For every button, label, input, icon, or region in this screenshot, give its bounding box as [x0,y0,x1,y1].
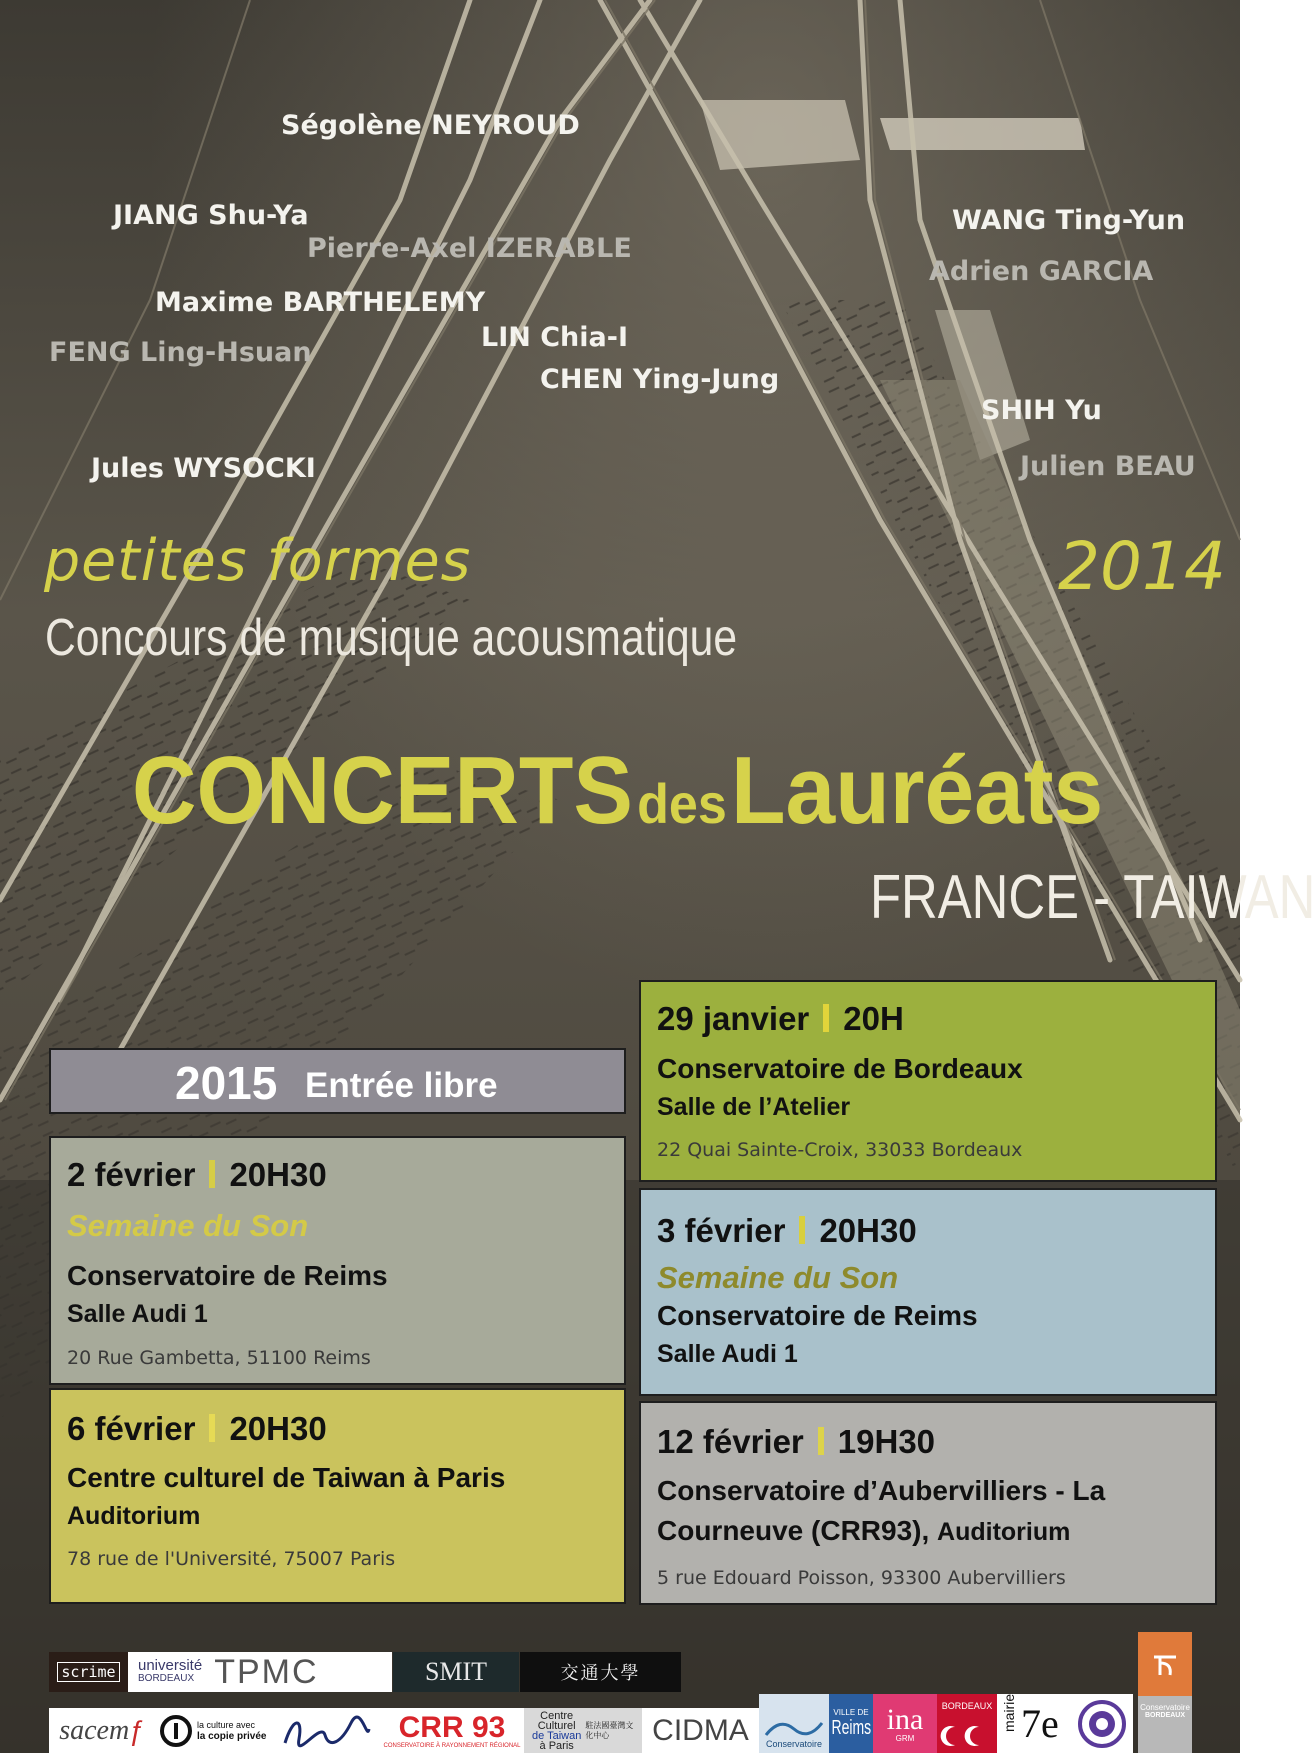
composer-feng: FENG Ling-Hsuan [49,337,312,368]
concert-paris-room: Auditorium [67,1502,201,1530]
copie-privee-text [197,1720,266,1742]
bordeaux-label: BORDEAUX [941,1700,993,1711]
countries: FRANCE - TAIWAN [870,863,1315,932]
concert-reims-2-room: Salle Audi 1 [657,1340,798,1368]
separator [799,1216,805,1244]
series-subtitle: Concours de musique acousmatique [45,609,738,667]
mairie-7e-logo [997,1694,1071,1753]
concert-bordeaux-venue: Conservatoire de Bordeaux [657,1053,1023,1084]
concert-paris-address: 78 rue de l'Université, 75007 Paris [67,1548,396,1570]
concert-bordeaux-room: Salle de l’Atelier [657,1093,851,1121]
smit-logo [393,1652,519,1692]
concert-reims-2-event: Semaine du Son [657,1260,899,1295]
concert-reims-1-event: Semaine du Son [67,1208,309,1243]
centre-culturel-taiwan-text [532,1711,581,1751]
composer-wysocki: Jules WYSOCKI [91,453,316,484]
copie-privee-line1: la culture avec [197,1719,256,1730]
sacem-logo [49,1708,155,1753]
concert-bordeaux-time: 20H [843,1000,904,1037]
concert-aubervilliers-address: 5 rue Edouard Poisson, 93300 Aubervilliers [657,1567,1066,1589]
ubx-logo [138,1659,202,1685]
concert-reims-1-date: 2 février [67,1156,196,1193]
crr93-logo-text: CRR 93 [398,1710,506,1744]
concert-reims-2 [639,1188,1217,1396]
composer-shih: SHIH Yu [981,395,1102,426]
conservatoire-icon-logo [1138,1632,1192,1696]
concert-reims-1-time: 20H30 [229,1156,327,1193]
centre-culturel-line4: à Paris [539,1739,574,1752]
nctu-logo [520,1652,681,1692]
conservatoire-reims-logo [759,1694,829,1753]
bordeaux-city-logo [937,1694,997,1753]
composer-jiang: JIANG Shu-Ya [113,200,309,231]
centre-culturel-chinese: 駐法國臺灣文化中心 [585,1720,634,1740]
concert-paris-datetime [67,1410,327,1448]
conservatoire-bordeaux-line2: BORDEAUX [1144,1712,1186,1719]
centre-culturel-line1: Centre [540,1709,574,1722]
concert-aubervilliers-venue-line1: Conservatoire d’Aubervilliers - La [657,1475,1106,1506]
composer-beau: Julien BEAU [1020,451,1196,482]
ville-de-label: VILLE DE [833,1707,869,1717]
separator [209,1160,215,1188]
ubx-logo-line1: université [138,1657,203,1674]
concert-reims-1-venue: Conservatoire de Reims [67,1260,388,1291]
separator [209,1414,215,1442]
ina-logo-text: ina [886,1702,924,1736]
concert-reims-1-address: 20 Rue Gambetta, 51100 Reims [67,1347,371,1369]
concert-paris-date: 6 février [67,1410,196,1447]
concert-reims-1-datetime [67,1156,327,1194]
grm-logo-text: GRM [895,1733,915,1743]
copie-privee-logo [155,1708,272,1753]
composer-garcia: Adrien GARCIA [929,256,1154,287]
series-year: 2014 [1058,528,1226,605]
concert-aubervilliers-room: Auditorium [937,1518,1071,1546]
concert-paris-time: 20H30 [229,1410,327,1447]
conservatoire-wave-icon [766,1717,822,1739]
headline [132,736,1103,846]
separator [818,1427,824,1455]
composer-wang: WANG Ting-Yun [952,205,1186,236]
composer-lin: LIN Chia-I [481,322,629,353]
copie-privee-icon [159,1714,193,1748]
centre-culturel-line2: Culturel [537,1719,576,1732]
university-seal-logo [1071,1694,1133,1753]
concert-bordeaux-datetime [657,1000,904,1038]
nctu-logo-text: 交通大學 [560,1663,641,1684]
headline-laureats: Lauréats [731,737,1104,844]
copie-privee-line2: la copie privée [197,1730,267,1742]
concert-paris [49,1388,626,1604]
scrime-logo [49,1652,128,1692]
banner-text: Entrée libre [305,1066,498,1105]
headline-concerts: CONCERTS [132,737,633,844]
centre-culturel-taiwan-logo [524,1708,642,1753]
sacem-logo-text: sacem [59,1714,130,1746]
separator [823,1004,829,1032]
concert-reims-2-time: 20H30 [819,1212,917,1249]
concert-aubervilliers-date: 12 février [657,1423,804,1460]
concert-reims-2-date: 3 février [657,1212,786,1249]
scrime-logo-text: scrime [57,1662,119,1682]
entree-libre-banner [49,1048,626,1114]
concert-paris-venue: Centre culturel de Taiwan à Paris [67,1462,506,1493]
cidma-logo-text: CIDMA [652,1713,749,1747]
signature-logo [272,1708,380,1753]
reims-label: Reims [831,1716,871,1739]
composer-neyroud: Ségolène NEYROUD [281,110,580,141]
signature-scribble-icon [281,1713,371,1749]
series-name: petites formes [44,528,472,594]
conservatoire-bordeaux-line1: Conservatoire [1140,1703,1190,1712]
conservatoire-symbol-icon [1150,1649,1180,1679]
composer-chen: CHEN Ying-Jung [540,364,780,395]
concert-aubervilliers [639,1401,1217,1605]
composer-barthelemy: Maxime BARTHELEMY [155,287,486,318]
conservatoire-bordeaux-logo [1138,1696,1192,1753]
conservatoire-bordeaux-crescent-icon [1150,1719,1180,1745]
concert-bordeaux-date: 29 janvier [657,1000,810,1037]
university-seal-icon [1077,1699,1127,1749]
bordeaux-crescents-icon [947,1711,987,1747]
ina-grm-logo [873,1694,937,1753]
centre-culturel-line3: de Taiwan [532,1729,582,1742]
concert-aubervilliers-venue-line2 [657,1515,1070,1547]
sacem-logo-f: ƒ [129,1714,145,1746]
tpmc-logo-text: TPMC [214,1652,319,1691]
ubx-logo-line2: BORDEAUX [138,1673,195,1684]
concert-reims-1 [49,1136,626,1385]
banner-year: 2015 [175,1057,278,1109]
crr93-logo [380,1708,524,1753]
concert-aubervilliers-time: 19H30 [837,1423,936,1460]
concert-aubervilliers-datetime [657,1423,935,1461]
concert-reims-1-room: Salle Audi 1 [67,1300,208,1328]
concert-bordeaux [639,980,1217,1182]
conservatoire-reims-label: Conservatoire [765,1739,823,1749]
concert-aubervilliers-venue-crr: Courneuve (CRR93), [657,1515,930,1546]
concert-reims-2-venue: Conservatoire de Reims [657,1300,978,1331]
concert-reims-2-datetime [657,1212,917,1250]
crr93-logo-subtitle: CONSERVATOIRE À RAYONNEMENT RÉGIONAL [383,1742,521,1749]
smit-logo-text: SMIT [424,1657,488,1686]
concert-bordeaux-address: 22 Quai Sainte-Croix, 33033 Bordeaux [657,1139,1023,1161]
cidma-logo [642,1708,759,1753]
seventh-arrondissement-label: 7e [1021,1701,1059,1746]
mairie-label: mairie [1001,1693,1017,1732]
ubx-tpmc-logo [128,1652,392,1692]
composer-izerable: Pierre-Axel IZERABLE [307,233,632,264]
ville-de-reims-logo [829,1694,873,1753]
headline-des: des [637,772,727,835]
